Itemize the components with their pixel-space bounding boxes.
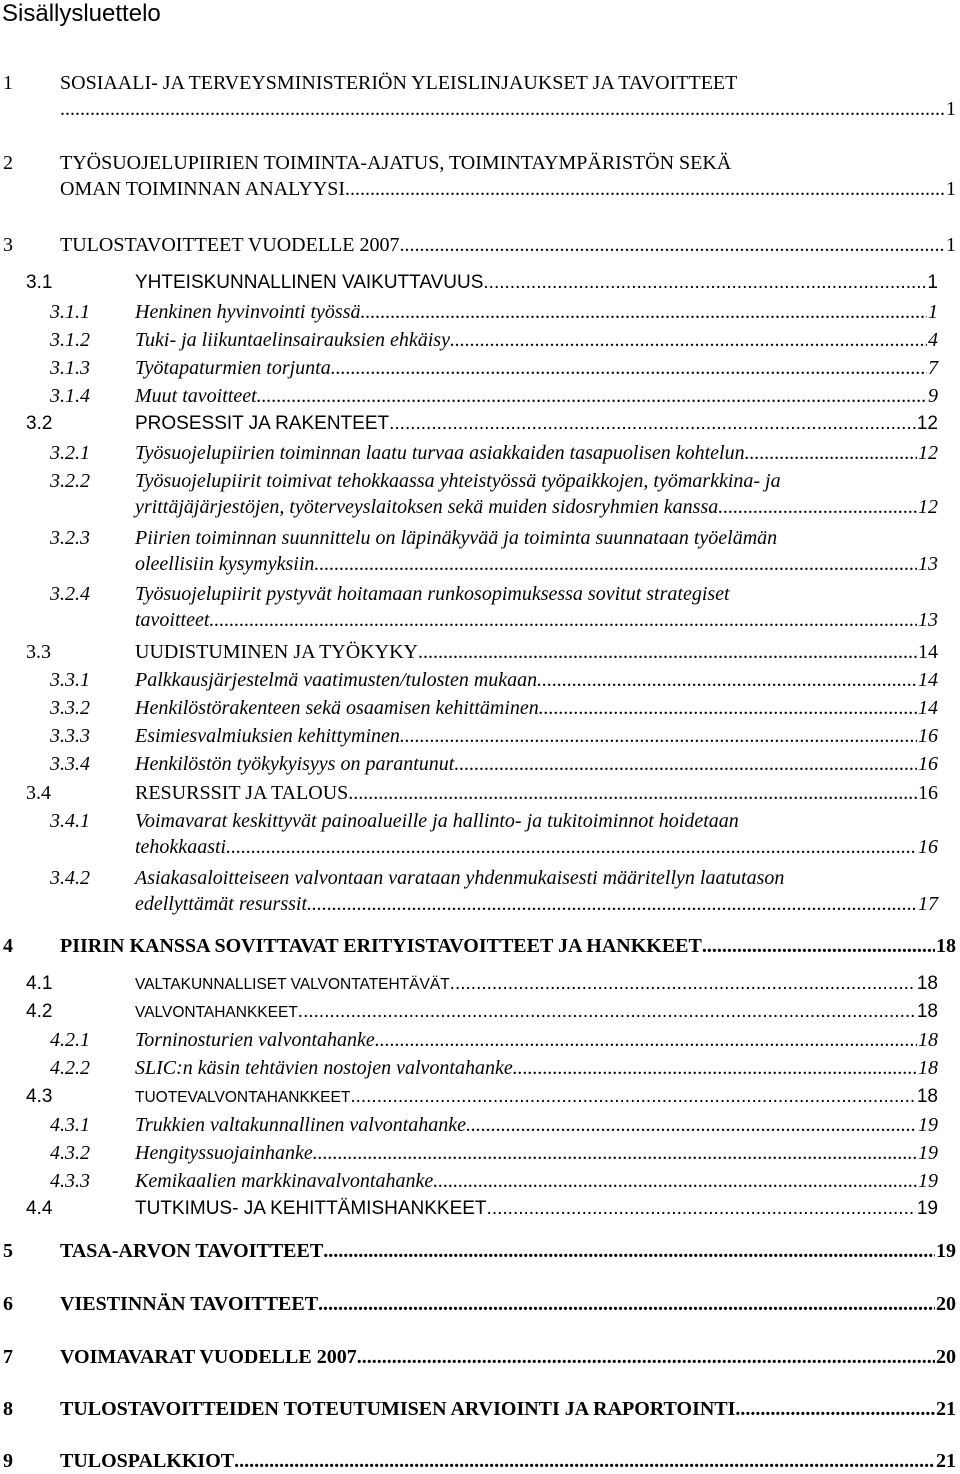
toc-entry-page-number: 18	[916, 973, 938, 994]
dot-leader	[399, 232, 945, 258]
toc-entry-number: 3.1.3	[50, 357, 90, 379]
dot-leader	[323, 1238, 935, 1264]
toc-entry-title: TUTKIMUS- JA KEHITTÄMISHANKKEET	[135, 1198, 487, 1219]
toc-entry-page-number: 1	[927, 272, 938, 293]
toc-entry-number: 4.1	[26, 973, 53, 994]
toc-entry-page-number: 1	[946, 98, 956, 120]
toc-entry-text	[135, 1168, 938, 1194]
toc-entry-page-number: 12	[916, 413, 938, 434]
toc-entry-text	[135, 723, 938, 749]
toc-entry-title: tavoitteet	[135, 609, 210, 631]
toc-entry-number: 1	[3, 72, 13, 94]
toc-entry[interactable]	[0, 355, 960, 381]
toc-entry-text	[135, 971, 938, 998]
toc-entry[interactable]	[0, 1291, 960, 1317]
toc-entry[interactable]	[0, 865, 960, 915]
toc-entry-text	[60, 933, 956, 959]
toc-entry[interactable]	[0, 525, 960, 575]
toc-entry-number: 3.2.3	[50, 527, 90, 549]
toc-entry[interactable]	[0, 232, 960, 258]
dot-leader	[257, 383, 927, 409]
toc-entry-text	[135, 1084, 938, 1111]
dot-leader	[226, 834, 917, 860]
dot-leader	[450, 327, 927, 353]
toc-entry-page-number: 17	[918, 893, 938, 915]
toc-entry-text	[135, 751, 938, 777]
toc-entry[interactable]	[0, 639, 960, 665]
dot-leader	[433, 1168, 917, 1194]
toc-entry-page-number: 13	[918, 553, 938, 575]
toc-title: Sisällysluettelo	[2, 0, 161, 27]
toc-entry-text	[60, 232, 956, 258]
toc-entry[interactable]	[0, 1112, 960, 1138]
toc-entry-number: 4.2	[26, 1001, 53, 1022]
dot-leader	[314, 551, 917, 577]
toc-entry-title: edellyttämät resurssit	[135, 893, 308, 915]
toc-entry-number: 3.3.1	[50, 669, 90, 691]
toc-entry-page-number: 1	[946, 234, 956, 256]
dot-leader	[745, 440, 917, 466]
toc-entry-text	[135, 695, 938, 721]
toc-entry-number: 8	[3, 1398, 13, 1420]
toc-entry-number: 9	[3, 1450, 13, 1472]
toc-entry-title: Työtapaturmien torjunta	[135, 357, 331, 379]
toc-entry[interactable]	[0, 695, 960, 721]
toc-entry[interactable]	[0, 270, 960, 296]
toc-entry[interactable]	[0, 383, 960, 409]
toc-entry-page-number: 14	[918, 641, 938, 663]
toc-entry-number: 4.3.2	[50, 1142, 90, 1164]
toc-entry-page-number: 18	[918, 1057, 938, 1079]
toc-entry-page-number: 19	[918, 1170, 938, 1192]
toc-entry[interactable]	[0, 999, 960, 1025]
toc-entry[interactable]	[0, 327, 960, 353]
dot-leader	[418, 639, 917, 665]
toc-entry[interactable]	[0, 1055, 960, 1081]
toc-entry-number: 4.3	[26, 1086, 53, 1107]
toc-entry-text	[135, 327, 938, 353]
toc-entry-text	[60, 1344, 956, 1370]
toc-entry-title: Työsuojelupiirien toiminnan laatu turvaa asiakkaiden tasapuolisen kohtelun	[135, 442, 745, 464]
toc-entry-title: Kemikaalien markkinavalvontahanke	[135, 1170, 434, 1192]
toc-entry-title: UUDISTUMINEN JA TYÖKYKY	[135, 641, 418, 663]
toc-entry-number: 2	[3, 152, 13, 174]
dot-leader	[466, 1112, 917, 1138]
toc-entry-title: Henkinen hyvinvointi työssä	[135, 301, 361, 323]
dot-leader	[400, 723, 917, 749]
toc-entry-page-number: 1	[928, 301, 938, 323]
toc-entry[interactable]	[0, 751, 960, 777]
dot-leader	[483, 270, 926, 296]
toc-entry-title-line: Piirien toiminnan suunnittelu on läpinäkyvää ja toiminta suunnataan työelämän	[135, 527, 778, 549]
toc-entry-text	[135, 639, 938, 665]
toc-entry[interactable]	[0, 723, 960, 749]
toc-entry[interactable]	[0, 411, 960, 437]
toc-entry-title-line: TYÖSUOJELUPIIRIEN TOIMINTA-AJATUS, TOIMINTAYMPÄRISTÖN SEKÄ	[60, 152, 732, 174]
toc-entry-title: Trukkien valtakunnallinen valvontahanke	[135, 1114, 467, 1136]
dot-leader	[313, 1140, 917, 1166]
toc-entry-page-number: 18	[918, 1029, 938, 1051]
dot-leader	[345, 176, 945, 202]
toc-entry-text	[60, 1291, 956, 1317]
toc-entry-page-number: 16	[918, 753, 938, 775]
toc-entry-text	[60, 1396, 956, 1422]
toc-entry-text	[135, 270, 938, 296]
toc-entry-page-number: 7	[928, 357, 938, 379]
toc-entry-title: OMAN TOIMINNAN ANALYYSI	[60, 178, 346, 200]
toc-entry-page-number: 1	[946, 178, 956, 200]
toc-entry-title: Esimiesvalmiuksien kehittyminen	[135, 725, 400, 747]
toc-entry-text	[135, 1140, 938, 1166]
toc-entry-page-number: 12	[918, 442, 938, 464]
dot-leader	[331, 355, 927, 381]
dot-leader	[348, 780, 917, 806]
toc-entry-title: TULOSTAVOITTEET VUODELLE 2007	[60, 234, 400, 256]
toc-entry[interactable]	[0, 468, 960, 518]
toc-entry-page-number: 21	[936, 1398, 956, 1420]
toc-entry-number: 4.2.1	[50, 1029, 90, 1051]
toc-entry-number: 3.3.4	[50, 753, 90, 775]
toc-entry-page-number: 19	[936, 1240, 956, 1262]
toc-entry-number: 3.2	[26, 413, 53, 434]
dot-leader	[735, 1396, 935, 1422]
toc-entry-number: 6	[3, 1293, 13, 1315]
toc-entry-number: 3.2.2	[50, 470, 90, 492]
toc-entry-number: 3.1.2	[50, 329, 90, 351]
toc-entry-page-number: 18	[916, 1001, 938, 1022]
toc-entry-page-number: 19	[916, 1198, 938, 1219]
toc-entry-text	[135, 808, 938, 860]
toc-entry-text	[60, 1238, 956, 1264]
toc-entry-title: Hengityssuojainhanke	[135, 1142, 313, 1164]
toc-entry-text	[135, 468, 938, 520]
toc-entry-title: Tuki- ja liikuntaelinsairauksien ehkäisy	[135, 329, 450, 351]
toc-entry-number: 4.4	[26, 1198, 53, 1219]
toc-entry-title: TUOTEVALVONTAHANKKEET	[135, 1089, 351, 1106]
toc-entry[interactable]	[0, 667, 960, 693]
dot-leader	[375, 1027, 917, 1053]
toc-entry-page-number: 19	[918, 1142, 938, 1164]
toc-entry-title: YHTEISKUNNALLINEN VAIKUTTAVUUS	[135, 272, 484, 293]
toc-entry-page-number: 20	[936, 1293, 956, 1315]
dot-leader	[454, 751, 917, 777]
toc-entry-text	[60, 70, 956, 122]
dot-leader	[357, 1344, 935, 1370]
toc-entry-page-number: 16	[918, 725, 938, 747]
toc-entry-text	[135, 440, 938, 466]
toc-entry-title: yrittäjäjärjestöjen, työterveyslaitoksen sekä muiden sidosryhmien kanssa	[135, 496, 719, 518]
toc-entry-number: 3.3.3	[50, 725, 90, 747]
dot-leader	[389, 411, 916, 437]
toc-entry-title: TULOSPALKKIOT	[60, 1450, 235, 1472]
toc-entry-title: Muut tavoitteet	[135, 385, 257, 407]
toc-entry-page-number: 16	[918, 836, 938, 858]
toc-entry[interactable]	[0, 1238, 960, 1264]
toc-entry-page-number: 4	[928, 329, 938, 351]
toc-entry-title: PIIRIN KANSSA SOVITTAVAT ERITYISTAVOITTEET JA HANKKEET	[60, 935, 702, 957]
toc-entry-title: Torninosturien valvontahanke	[135, 1029, 375, 1051]
toc-entry-page-number: 19	[918, 1114, 938, 1136]
toc-entry-title: Henkilöstörakenteen sekä osaamisen kehittäminen	[135, 697, 539, 719]
toc-entry-title-line: SOSIAALI- JA TERVEYSMINISTERIÖN YLEISLINJAUKSET JA TAVOITTEET	[60, 72, 738, 94]
toc-entry-page-number: 12	[918, 496, 938, 518]
dot-leader	[307, 891, 917, 917]
toc-entry[interactable]	[0, 150, 960, 200]
toc-entry[interactable]	[0, 1168, 960, 1194]
toc-entry-text	[135, 525, 938, 577]
dot-leader	[718, 494, 917, 520]
dot-leader	[361, 299, 928, 325]
toc-entry-page-number: 9	[928, 385, 938, 407]
dot-leader	[450, 971, 916, 997]
dot-leader	[60, 96, 945, 122]
toc-entry-title: VALTAKUNNALLISET VALVONTATEHTÄVÄT	[135, 976, 450, 993]
dot-leader	[487, 1196, 916, 1222]
toc-entry-text	[60, 1448, 956, 1474]
toc-entry-text	[135, 581, 938, 633]
toc-entry-title: TULOSTAVOITTEIDEN TOTEUTUMISEN ARVIOINTI JA RAPORTOINTI	[60, 1398, 736, 1420]
toc-entry[interactable]	[0, 1396, 960, 1422]
dot-leader	[702, 933, 935, 959]
toc-entry-title: VALVONTAHANKKEET	[135, 1004, 298, 1021]
toc-entry[interactable]	[0, 1140, 960, 1166]
toc-entry[interactable]	[0, 780, 960, 806]
toc-entry-page-number: 14	[918, 669, 938, 691]
toc-entry-number: 4	[3, 935, 13, 957]
toc-entry-title: Henkilöstön työkykyisyys on parantunut	[135, 753, 455, 775]
toc-entry-number: 5	[3, 1240, 13, 1262]
toc-entry-number: 4.2.2	[50, 1057, 90, 1079]
toc-entry-text	[135, 1055, 938, 1081]
toc-entry-text	[135, 865, 938, 917]
toc-entry-number: 3.1	[26, 272, 53, 293]
toc-entry-number: 3	[3, 234, 13, 256]
toc-entry-page-number: 20	[936, 1346, 956, 1368]
toc-entry-title: SLIC:n käsin tehtävien nostojen valvontahanke	[135, 1057, 513, 1079]
dot-leader	[298, 999, 916, 1025]
toc-entry-number: 3.2.1	[50, 442, 90, 464]
toc-entry-text	[135, 780, 938, 806]
toc-entry-page-number: 16	[918, 782, 938, 804]
dot-leader	[537, 667, 917, 693]
toc-entry-title-line: Voimavarat keskittyvät painoalueille ja hallinto- ja tukitoiminnot hoidetaan	[135, 810, 739, 832]
toc-entry-title: PROSESSIT JA RAKENTEET	[135, 413, 390, 434]
toc-entry-page-number: 18	[916, 1086, 938, 1107]
dot-leader	[539, 695, 917, 721]
toc-entry-title-line: Asiakasaloitteiseen valvontaan varataan yhdenmukaisesti määritellyn laatutason	[135, 867, 785, 889]
dot-leader	[513, 1055, 917, 1081]
toc-entry-text	[135, 411, 938, 437]
toc-entry-number: 3.3	[26, 641, 51, 663]
toc-entry-number: 4.3.3	[50, 1170, 90, 1192]
toc-entry[interactable]	[0, 70, 960, 120]
toc-entry-number: 3.4	[26, 782, 51, 804]
toc-entry-text	[135, 1196, 938, 1222]
toc-entry-text	[135, 999, 938, 1026]
toc-entry-title: VOIMAVARAT VUODELLE 2007	[60, 1346, 357, 1368]
toc-entry-number: 4.3.1	[50, 1114, 90, 1136]
toc-entry-title: RESURSSIT JA TALOUS	[135, 782, 349, 804]
toc-entry-page-number: 21	[936, 1450, 956, 1472]
dot-leader	[318, 1291, 935, 1317]
toc-entry-number: 3.4.2	[50, 867, 90, 889]
toc-entry[interactable]	[0, 1448, 960, 1474]
toc-entry-text	[135, 667, 938, 693]
dot-leader	[209, 607, 917, 633]
toc-entry-title: tehokkaasti	[135, 836, 227, 858]
toc-entry[interactable]	[0, 440, 960, 466]
dot-leader	[350, 1084, 916, 1110]
dot-leader	[234, 1448, 935, 1474]
toc-entry[interactable]	[0, 1027, 960, 1053]
toc-entry-text	[135, 383, 938, 409]
toc-entry[interactable]	[0, 1084, 960, 1110]
toc-entry-text	[135, 299, 938, 325]
toc-entry-page-number: 18	[936, 935, 956, 957]
toc-entry-number: 3.2.4	[50, 583, 90, 605]
toc-entry-title-line: Työsuojelupiirit pystyvät hoitamaan runkosopimuksessa sovitut strategiset	[135, 583, 730, 605]
toc-entry[interactable]	[0, 299, 960, 325]
toc-entry-page-number: 14	[918, 697, 938, 719]
toc-entry-title: VIESTINNÄN TAVOITTEET	[60, 1293, 319, 1315]
toc-entry-text	[135, 1112, 938, 1138]
toc-entry-number: 3.1.4	[50, 385, 90, 407]
toc-entry-number: 3.1.1	[50, 301, 90, 323]
toc-entry[interactable]	[0, 808, 960, 858]
toc-entry-number: 3.4.1	[50, 810, 90, 832]
toc-entry[interactable]	[0, 971, 960, 997]
toc-entry[interactable]	[0, 581, 960, 631]
toc-entry-title: TASA-ARVON TAVOITTEET	[60, 1240, 324, 1262]
toc-entry[interactable]	[0, 933, 960, 959]
toc-entry-page-number: 13	[918, 609, 938, 631]
toc-entry-text	[60, 150, 956, 202]
toc-entry[interactable]	[0, 1196, 960, 1222]
toc-entry-title: Palkkausjärjestelmä vaatimusten/tulosten mukaan	[135, 669, 538, 691]
toc-entry-number: 7	[3, 1346, 13, 1368]
toc-entry-text	[135, 355, 938, 381]
toc-entry-title: oleellisiin kysymyksiin	[135, 553, 315, 575]
toc-entry-number: 3.3.2	[50, 697, 90, 719]
toc-entry[interactable]	[0, 1344, 960, 1370]
toc-entry-title-line: Työsuojelupiirit toimivat tehokkaassa yhteistyössä työpaikkojen, työmarkkina- ja	[135, 470, 781, 492]
toc-entry-text	[135, 1027, 938, 1053]
